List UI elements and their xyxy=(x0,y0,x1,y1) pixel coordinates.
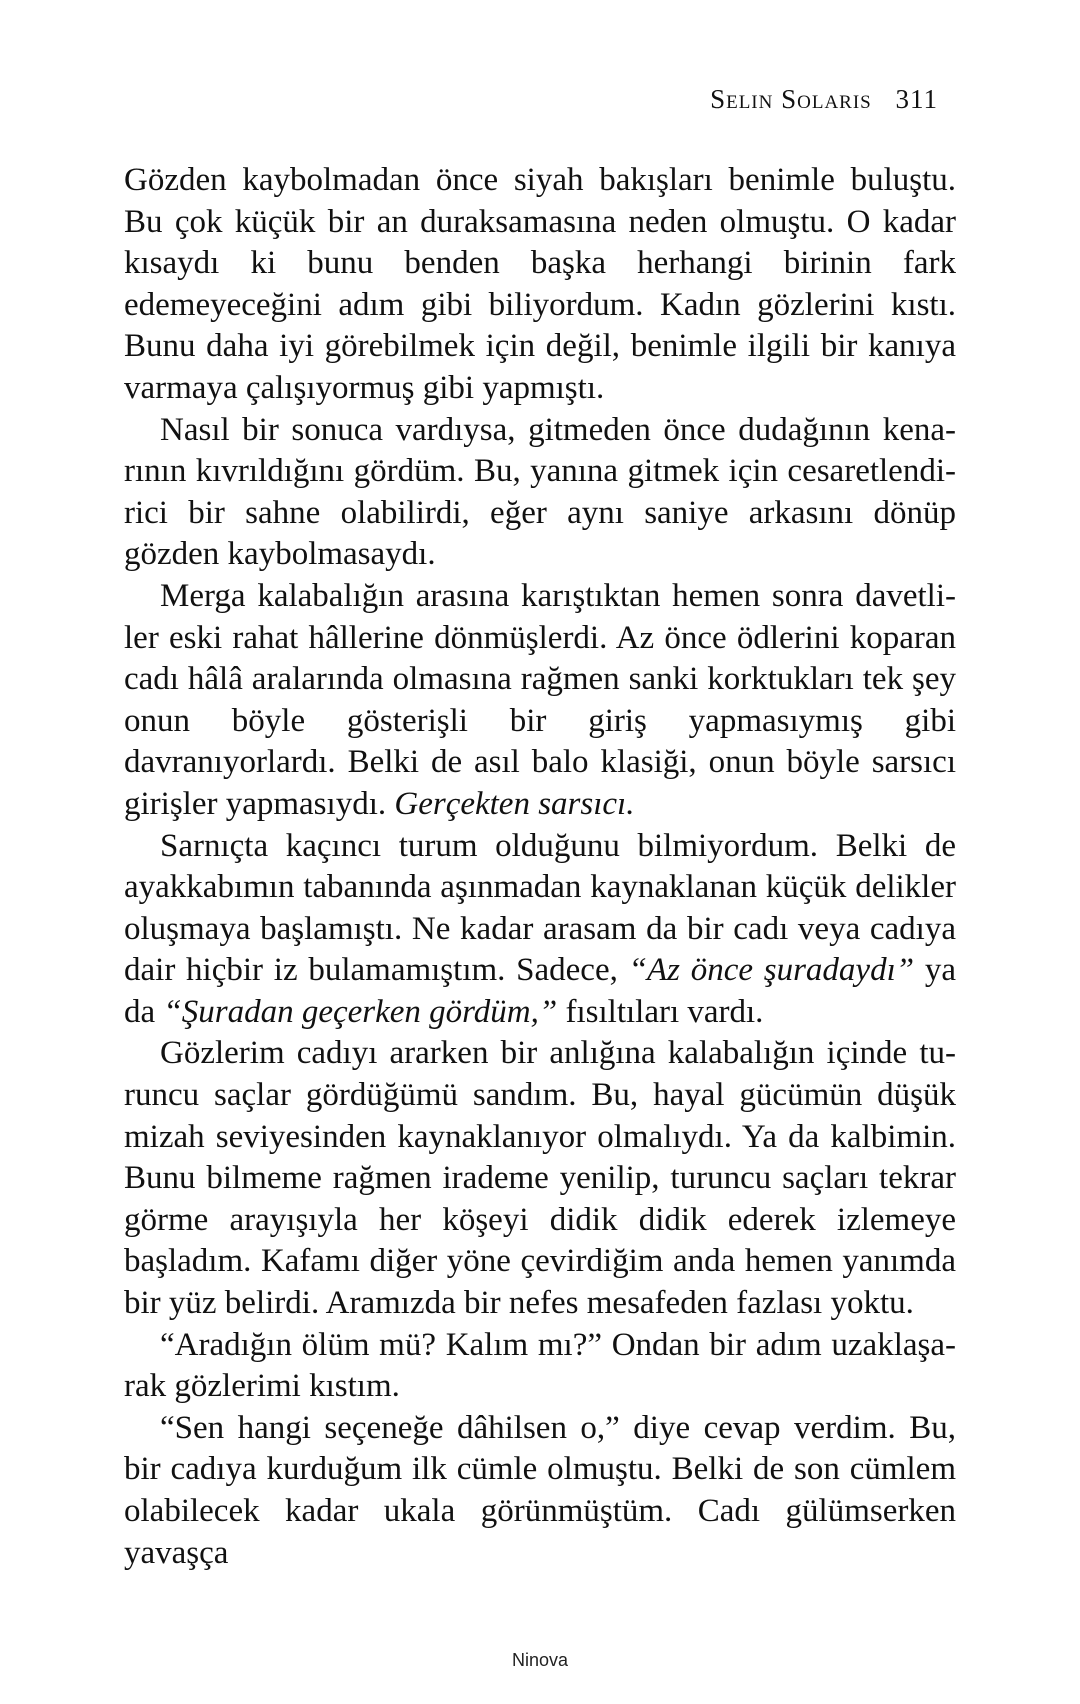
text-run: Gözden kaybolmadan önce siyah bakışları benimle buluştu. Bu çok küçük bir an duraksamasına neden olmuştu. O kadar kısaydı ki bunu benden başka herhangi birinin fark edemeyeceğini adım gibi biliyordum. Kadın gözlerini kıstı. Bunu daha iyi görebilmek için değil, benimle ilgili bir kanıya varmaya çalışıyormuş gibi yapmıştı. xyxy=(124,162,956,406)
publisher-footer: Ninova xyxy=(511,1650,569,1670)
text-run: “Sen hangi seçeneğe dâhilsen o,” diye cevap verdim. Bu, bir cadıya kurduğum ilk cümle olmuştu. Belki de son cümlem olabilecek kadar ukala görünmüştüm. Cadı gülümserken yavaşça xyxy=(124,1409,956,1571)
running-head xyxy=(710,84,938,115)
running-title: Selin Solaris xyxy=(710,84,872,114)
text-run: Nasıl bir sonuca vardıysa, gitmeden önce dudağının kenarının kıvrıldığını gördüm. Bu, yanına gitmek için cesaretlendirici bir sahne olabilirdi, eğer aynı saniye arkasını dönüp gözden kaybolmasaydı. xyxy=(124,411,956,573)
text-run: ya da xyxy=(124,952,956,1030)
body-text xyxy=(124,160,956,1574)
page-number: 311 xyxy=(895,84,938,114)
text-run: Sarnıçta kaçıncı turum olduğunu bilmiyordum. Belki de ayakkabımın tabanında aşınmadan kaynaklanan küçük delikler oluşmaya başlamıştı. Ne kadar arasam da bir cadı veya cadıya dair hiçbir iz bulamamıştım. Sadece, xyxy=(124,827,956,989)
paragraph xyxy=(124,410,956,576)
text-run: fısıltıları vardı. xyxy=(557,993,764,1030)
paragraph xyxy=(124,1408,956,1574)
paragraph xyxy=(124,1033,956,1324)
paragraph xyxy=(124,1325,956,1408)
paragraph xyxy=(124,160,956,410)
text-run: Gözlerim cadıyı ararken bir anlığına kalabalığın içinde turuncu saçlar gördüğümü sandım. Bu, hayal gücümün düşük mizah seviyesinden kaynaklanıyor olmalıydı. Ya da kalbimin. Bunu bilmeme rağmen irademe yenilip, turuncu saçları tekrar görme arayışıyla her köşeyi didik didik ederek izlemeye başladım. Kafamı diğer yöne çevirdiğim anda hemen yanımda bir yüz belirdi. Aramızda bir nefes mesafeden fazlası yoktu. xyxy=(124,1035,956,1322)
italic-text-run: “Şuradan geçerken gördüm,” xyxy=(163,993,558,1030)
italic-text-run: Gerçekten sarsıcı. xyxy=(394,785,635,822)
paragraph xyxy=(124,826,956,1034)
paragraph xyxy=(124,576,956,826)
text-run: “Aradığın ölüm mü? Kalım mı?” Ondan bir adım uzaklaşarak gözlerimi kıstım. xyxy=(124,1326,956,1405)
text-run: Merga kalabalığın arasına karıştıktan hemen sonra davetliler eski rahat hâllerine dönmüşlerdi. Az önce ödlerini koparan cadı hâlâ aralarında olmasına rağmen sanki korktukları tek şey onun böyle gösterişli bir giriş yapmasıymış gibi davranıyorlardı. Belki de asıl balo klasiği, onun böyle sarsıcı girişler yapmasıydı. xyxy=(124,577,956,822)
italic-text-run: “Az önce şuradaydı” xyxy=(628,952,915,989)
